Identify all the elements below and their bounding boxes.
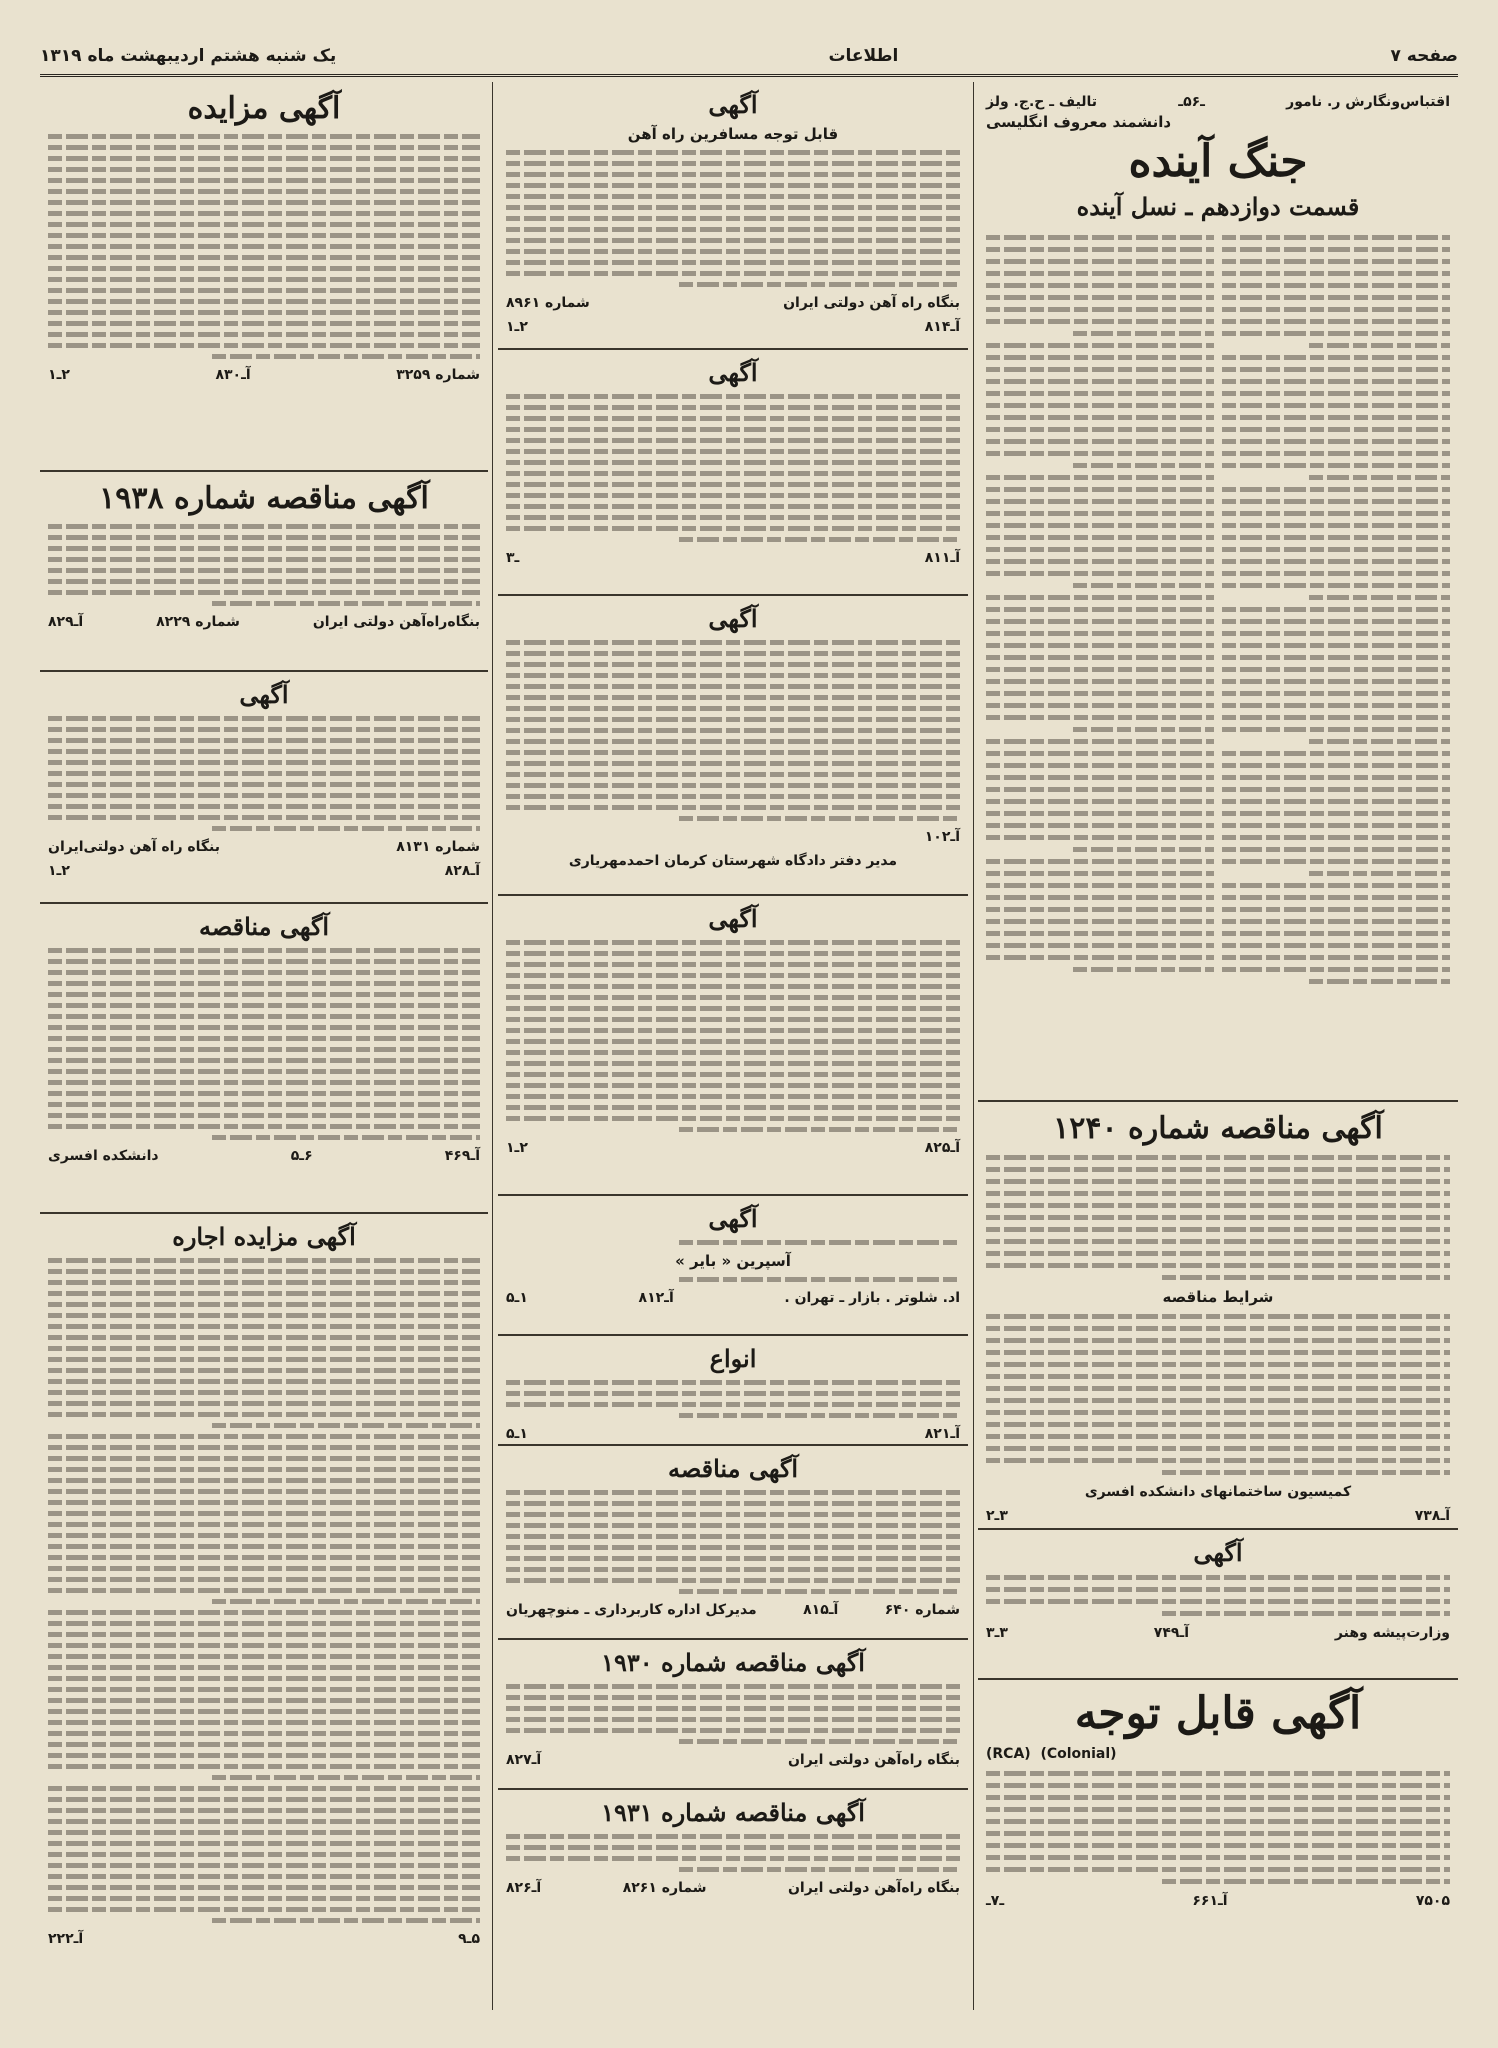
tender-1931	[498, 1790, 968, 1920]
ad-codes: آـ۸۲۱ ۱ـ۵	[506, 1426, 960, 1442]
body-text-placeholder	[506, 1490, 960, 1594]
masthead	[40, 38, 1458, 77]
ad-signature: بنگاه راه‌آهن دولتی ایران آـ۸۲۷	[506, 1752, 960, 1768]
serial-subtitle: قسمت دوازدهم ـ نسل آینده	[1076, 192, 1360, 221]
tender-kabrizi	[498, 1446, 968, 1640]
phone-number: ۷۵۰۵	[1415, 1893, 1450, 1909]
anva-ad	[498, 1336, 968, 1446]
body-text-placeholder	[506, 1834, 960, 1872]
ad-subtitle: قابل توجه مسافرین راه آهن	[627, 125, 839, 143]
ad-title: آگهی	[708, 1204, 758, 1233]
body-text-placeholder	[48, 524, 480, 606]
ad-signature: وزارت‌پیشه وهنر آـ۷۴۹ ۳ـ۳	[986, 1625, 1450, 1641]
body-text-placeholder	[506, 1684, 960, 1744]
ad-codes: آـ۱۰۲	[924, 829, 960, 845]
body-text-placeholder	[48, 716, 480, 831]
ad-title: آگهی مناقصه شماره ۱۲۴۰	[1053, 1111, 1383, 1146]
ad-title: انواع	[709, 1344, 757, 1373]
body-text-placeholder	[506, 640, 960, 821]
serial-body	[986, 226, 1450, 993]
ad-codes: آـ۸۱۱ ـ۳	[506, 550, 960, 566]
serial-byline	[986, 92, 1450, 112]
ad-signature: بنگاه راه‌آهن دولتی ایران شماره ۸۲۶۱ آـ۸۲۶	[506, 1880, 960, 1896]
body-text-placeholder	[48, 1258, 480, 1923]
column-right	[978, 82, 1458, 2010]
ad-title: آگهی مناقصه شماره ۱۹۳۱	[601, 1798, 865, 1827]
ad-title: آگهی مناقصه	[667, 1454, 799, 1483]
body-text-placeholder	[986, 1155, 1450, 1280]
tender-1938	[40, 472, 488, 672]
body-text-placeholder	[986, 1314, 1450, 1475]
ad-signature: بنگاه‌راه‌آهن دولتی ایران شماره ۸۲۲۹ آـ۸۲۹	[48, 614, 480, 630]
rca-tags: (RCA) (Colonial)	[986, 1746, 1117, 1762]
author-credit: تالیف ـ ح.ج. ولز	[986, 94, 1098, 110]
body-text-placeholder	[506, 1380, 960, 1418]
shop-address: اد. شلوتر . بازار ـ تهران .	[784, 1290, 960, 1306]
ad-title: آگهی مناقصه	[198, 912, 330, 941]
ad-signature: شماره ۸۱۳۱ بنگاه راه آهن دولتی‌ایران	[48, 839, 480, 855]
ad-codes: اد. شلوتر . بازار ـ تهران . آـ۸۱۲ ۱ـ۵	[506, 1290, 960, 1306]
rail-notice	[498, 82, 968, 350]
rail-notice-2	[40, 672, 488, 904]
ad-codes: شماره ۳۲۵۹ آـ۸۳۰ ۲ـ۱	[48, 367, 480, 383]
ad-signature: شماره ۶۴۰ آـ۸۱۵ مدیرکل اداره کاربرداری ـ منوچهریان	[506, 1602, 960, 1618]
body-text-placeholder	[986, 228, 1214, 991]
column-left	[40, 82, 488, 2010]
tender-officers	[40, 904, 488, 1214]
notice-rca	[978, 1680, 1458, 2006]
ad-title: آگهی	[708, 604, 758, 633]
ad-title: آگهی	[708, 904, 758, 933]
court-notice-1	[498, 350, 968, 596]
ad-signature: بنگاه راه آهن دولتی ایران شماره ۸۹۶۱	[506, 295, 960, 311]
brand-name: آسپرین « بایر »	[675, 1252, 791, 1270]
ad-codes: ۵ـ۹ آـ۲۲۲	[48, 1931, 480, 1947]
serial-story	[978, 82, 1458, 1102]
body-text-placeholder	[48, 948, 480, 1140]
author-description: دانشمند معروف انگلیسی	[986, 113, 1172, 131]
body-text-placeholder	[506, 1277, 960, 1282]
ad-codes: ۷۵۰۵ آـ۶۶۱ ـ۷ـ	[986, 1893, 1450, 1909]
adapter-credit: اقتباس‌ونگارش ر. نامور	[1286, 94, 1450, 110]
ad-codes: آـ۸۱۴ ۲ـ۱	[506, 319, 960, 335]
newspaper-page	[40, 38, 1458, 2013]
body-text-placeholder	[506, 150, 960, 287]
ad-title: آگهی مناقصه شماره ۱۹۳۸	[99, 481, 429, 516]
serial-title: جنگ آینده	[1128, 136, 1308, 187]
auction-lease	[40, 1214, 488, 2004]
body-text-placeholder	[506, 940, 960, 1132]
ad-title: آگهی	[708, 90, 758, 119]
body-text-placeholder	[506, 394, 960, 542]
tender-1240	[978, 1102, 1458, 1530]
ad-title: آگهی مزایده	[187, 91, 341, 126]
date-line: یک شنبه هشتم اردیبهشت ماه ۱۳۱۹	[40, 46, 337, 66]
body-text-placeholder	[986, 1575, 1450, 1616]
column-rule	[973, 82, 974, 2010]
body-text-placeholder	[1222, 228, 1450, 991]
court-notice-2	[498, 596, 968, 896]
ad-codes: آـ۸۲۵ ۲ـ۱	[506, 1140, 960, 1156]
paper-name: اطلاعات	[828, 46, 899, 66]
body-text-placeholder	[48, 134, 480, 359]
aspirin-ad	[498, 1196, 968, 1336]
ad-title: آگهی	[1193, 1538, 1243, 1567]
ad-title: آگهی مزایده اجاره	[172, 1222, 356, 1251]
conditions-heading: شرایط مناقصه	[1162, 1288, 1274, 1306]
ad-signature: کمیسیون ساختمانهای دانشکده افسری	[1084, 1484, 1352, 1500]
episode-number: ـ۵۶ـ	[1178, 94, 1205, 110]
page-label: صفحه ۷	[1390, 46, 1458, 66]
body-text-placeholder	[986, 1771, 1450, 1884]
ad-codes: آـ۷۳۸ ۳ـ۲	[986, 1508, 1450, 1524]
notice-small	[978, 1530, 1458, 1680]
court-notice-3	[498, 896, 968, 1196]
column-rule	[492, 82, 493, 2010]
auction-awqaf	[40, 82, 488, 472]
ad-title: آگهی مناقصه شماره ۱۹۳۰	[601, 1648, 865, 1677]
ad-signature: آـ۴۶۹ ۶ـ۵ دانشکده افسری	[48, 1148, 480, 1164]
tender-1930	[498, 1640, 968, 1790]
ad-signature: مدیر دفتر دادگاه شهرستان کرمان احمدمهریاری	[568, 853, 898, 869]
ad-codes: آـ۸۲۸ ۲ـ۱	[48, 863, 480, 879]
body-text-placeholder	[506, 1240, 960, 1245]
ad-title: آگهی قابل توجه	[1074, 1688, 1362, 1739]
column-middle	[498, 82, 968, 2010]
ad-title: آگهی	[708, 358, 758, 387]
ad-title: آگهی	[239, 680, 289, 709]
